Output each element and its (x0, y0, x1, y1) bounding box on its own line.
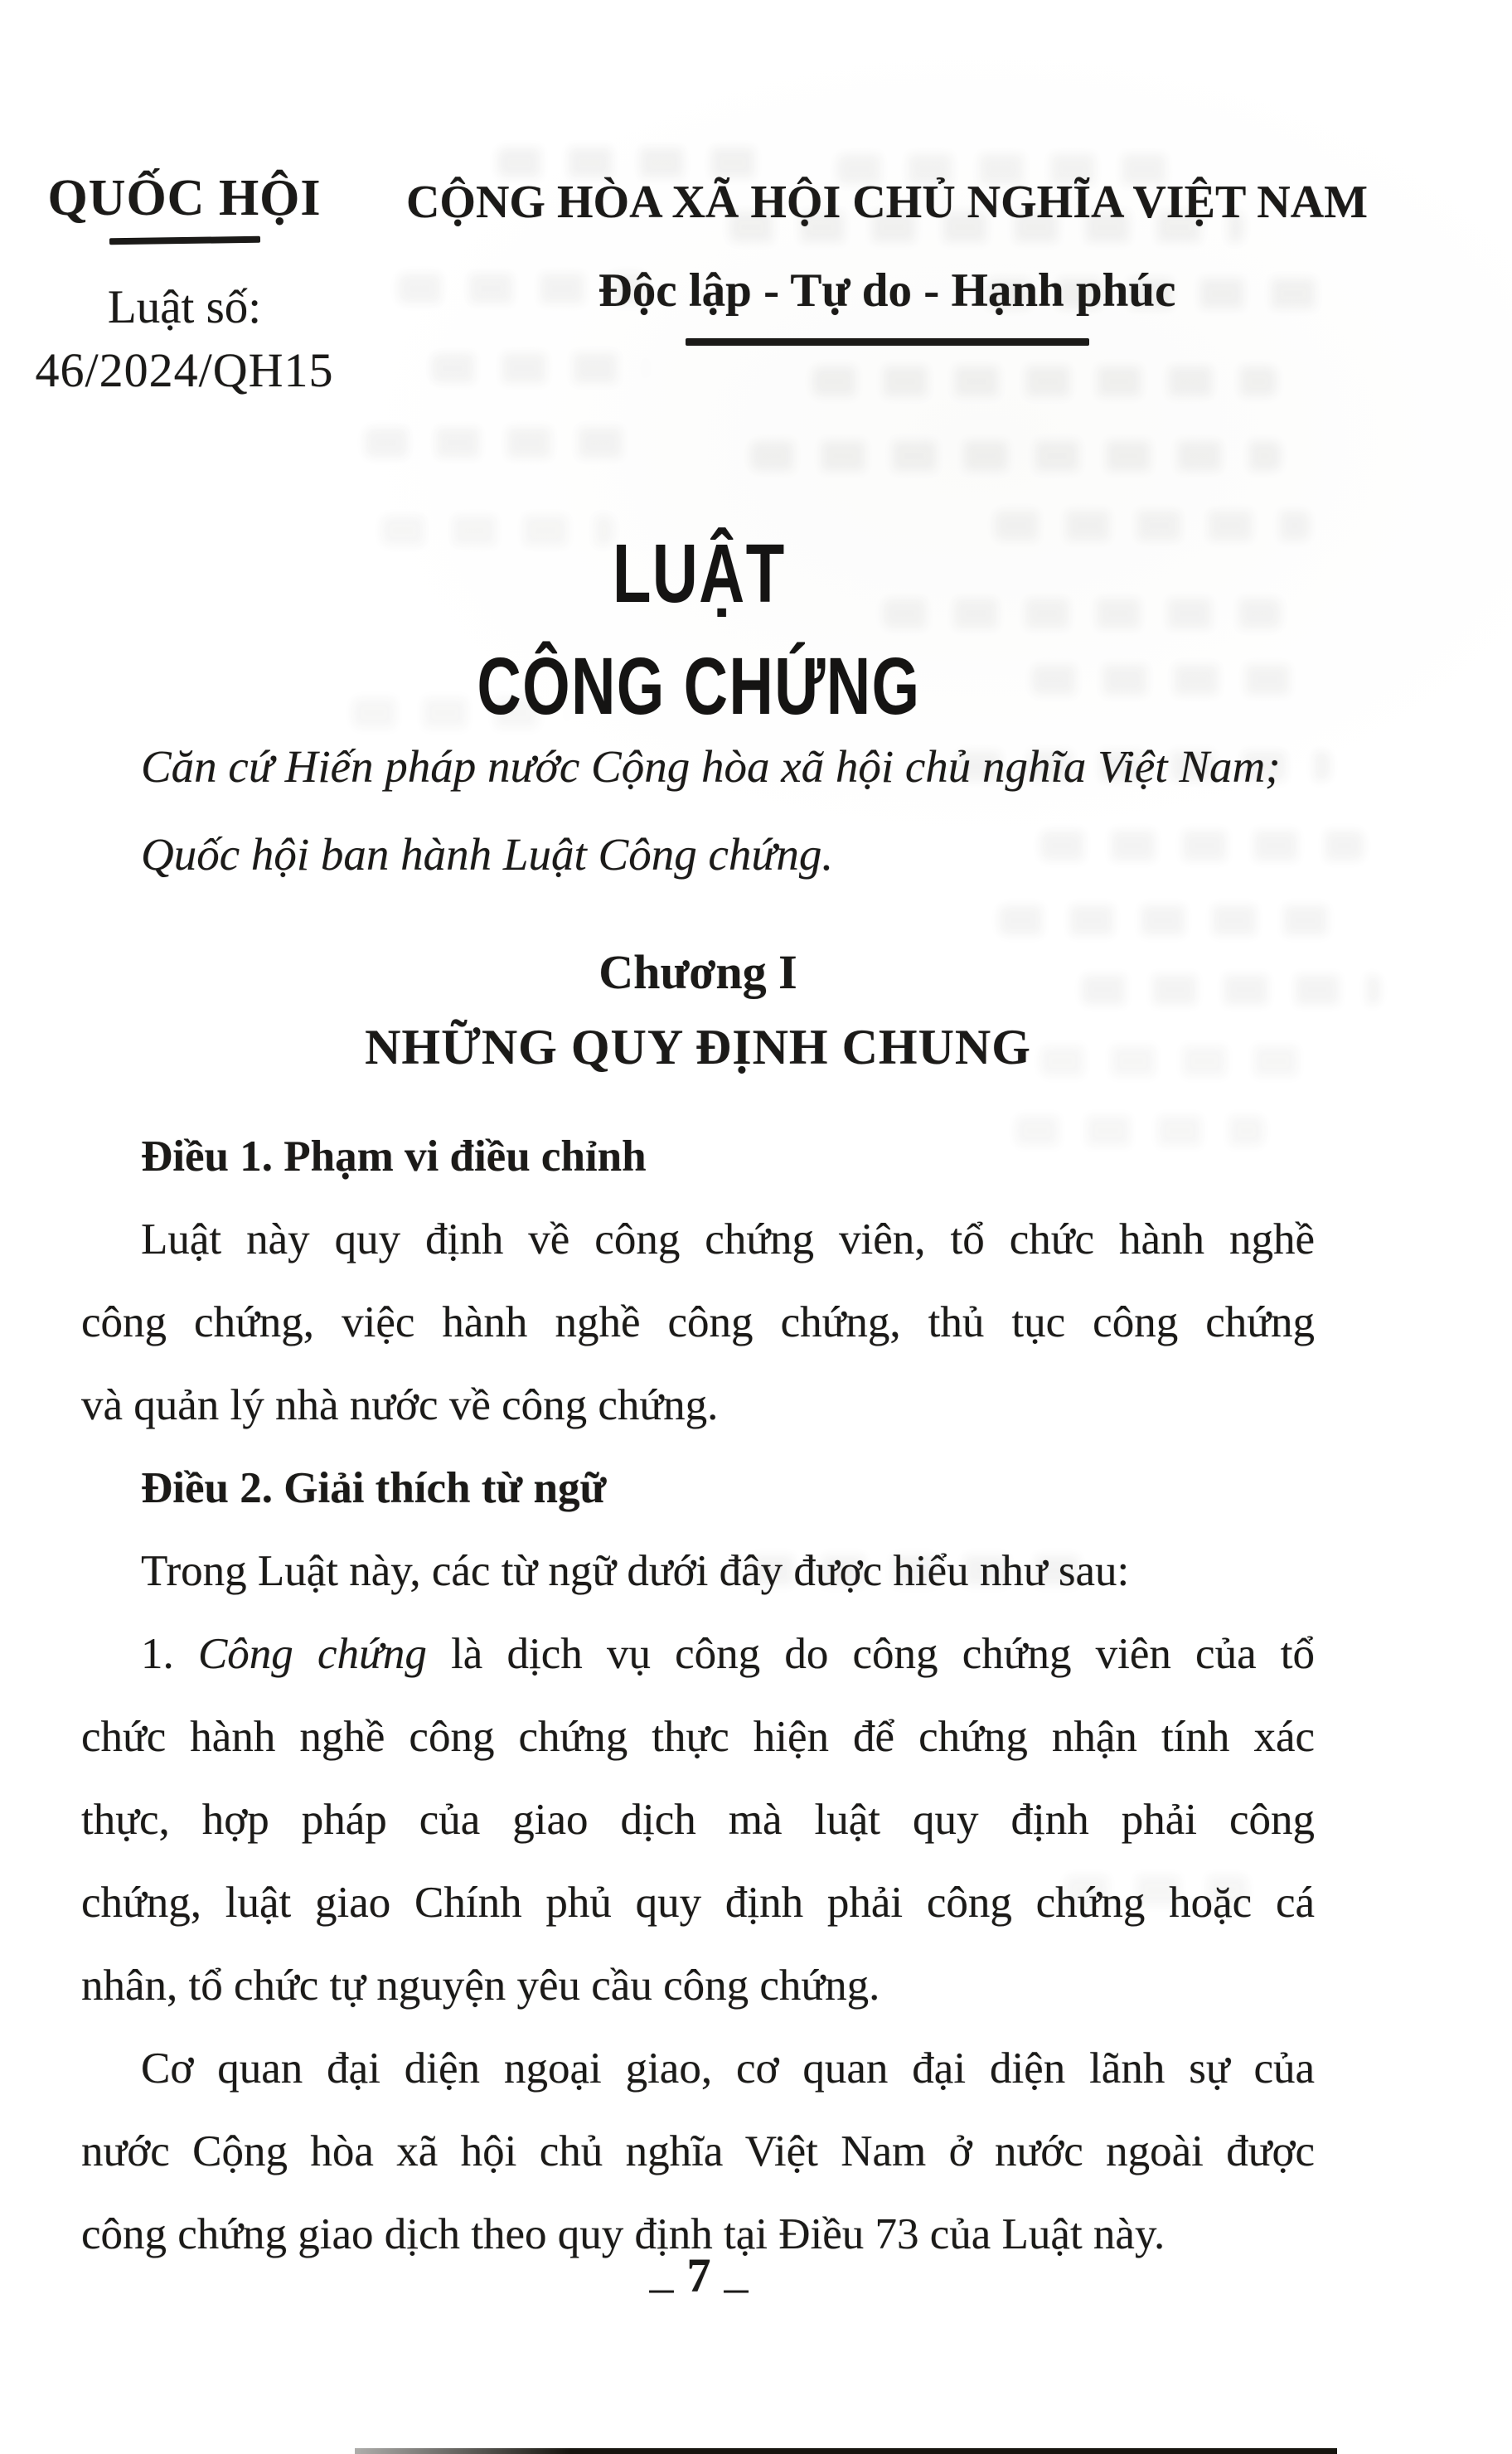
body-line: Cơ quan đại diện ngoại giao, cơ quan đại diện lãnh sự của (141, 2044, 1315, 2093)
issuing-body-rule (109, 236, 259, 245)
preamble (81, 723, 1315, 899)
bleedthrough-smudge (750, 441, 1281, 471)
body-text (81, 1115, 1315, 2276)
page-number-dash: _ (649, 2243, 674, 2297)
bleedthrough-smudge (497, 148, 771, 177)
title-line-2: CÔNG CHỨNG (477, 641, 921, 731)
motto-rule (686, 338, 1089, 346)
bleedthrough-smudge (431, 353, 647, 383)
bleedthrough-smudge (999, 905, 1355, 935)
header-right-column (390, 176, 1384, 346)
document-title (0, 516, 1398, 741)
bleedthrough-smudge (812, 366, 1277, 396)
body-line: chức hành nghề công chứng thực hiện để chứng nhận tính xác (81, 1713, 1315, 1761)
chapter-heading (81, 945, 1315, 1076)
national-title: CỘNG HÒA XÃ HỘI CHỦ NGHĨA VIỆT NAM (405, 177, 1369, 228)
body-line: Điều 1. Phạm vi điều chỉnh (141, 1132, 647, 1181)
preamble-line: Quốc hội ban hành Luật Công chứng. (141, 829, 834, 880)
page-number-value: 7 (686, 2248, 711, 2302)
body-line: 1. Công chứng là dịch vụ công do công chứng viên của tổ (141, 1630, 1316, 1678)
scan-edge-artifact (355, 2448, 1337, 2454)
chapter-title: NHỮNG QUY ĐỊNH CHUNG (365, 1020, 1031, 1074)
body-line: thực, hợp pháp của giao dịch mà luật quy định phải công (81, 1796, 1315, 1844)
page-number-dash: _ (724, 2243, 749, 2297)
issuing-body: QUỐC HỘI (47, 170, 322, 226)
body-line: công chứng giao dịch theo quy định tại Điều 73 của Luật này. (81, 2210, 1166, 2258)
preamble-line: Căn cứ Hiến pháp nước Cộng hòa xã hội chủ nghĩa Việt Nam; (141, 741, 1281, 792)
header-left-column (17, 171, 352, 396)
body-line: Điều 2. Giải thích từ ngữ (141, 1464, 607, 1512)
body-line: chứng, luật giao Chính phủ quy định phải công chứng hoặc cá (81, 1879, 1315, 1927)
bleedthrough-smudge (365, 428, 630, 458)
title-line-1: LUẬT (612, 527, 786, 620)
page-number (0, 2238, 1398, 2313)
national-motto: Độc lập - Tự do - Hạnh phúc (598, 264, 1176, 317)
body-line: và quản lý nhà nước về công chứng. (81, 1381, 719, 1429)
body-line: công chứng, việc hành nghề công chứng, thủ tục công chứng (81, 1298, 1315, 1346)
body-line: nhân, tổ chức tự nguyện yêu cầu công chứng. (81, 1962, 880, 2010)
chapter-label: Chương I (598, 945, 797, 999)
body-line: Luật này quy định về công chứng viên, tổ chức hành nghề (141, 1215, 1315, 1263)
law-number-value: 46/2024/QH15 (35, 343, 334, 397)
body-line: nước Cộng hòa xã hội chủ nghĩa Việt Nam ở nước ngoài được (81, 2127, 1315, 2175)
body-line: Trong Luật này, các từ ngữ dưới đây được hiểu như sau: (141, 1547, 1130, 1595)
law-number-label: Luật số: (107, 281, 262, 333)
